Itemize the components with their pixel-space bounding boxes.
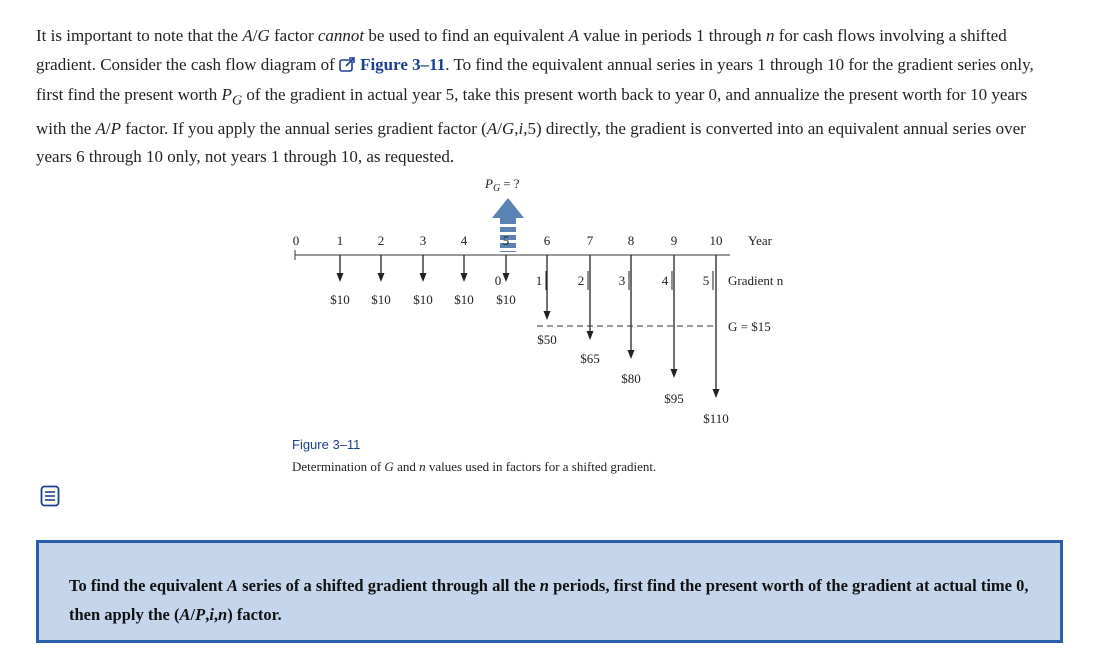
caption-segment: G: [384, 459, 394, 474]
text-segment: of the gradient in actual year 5, take this present worth back to year 0, and annualize the present worth for 10 years with the: [36, 85, 1028, 138]
external-link-icon[interactable]: [339, 53, 356, 82]
callout-segment: A: [179, 605, 191, 624]
cash-flow-arrow-head: [378, 273, 385, 282]
cash-flow-arrow-head: [461, 273, 468, 282]
text-segment: factor: [269, 26, 318, 45]
text-segment: value in periods 1 through: [578, 26, 766, 45]
text-segment: /: [252, 26, 258, 45]
text-segment: It is important to note that the: [36, 26, 243, 45]
callout-segment: ,: [205, 605, 210, 624]
year-label: 1: [336, 233, 344, 248]
year-label: 0: [292, 233, 300, 248]
text-segment: A: [242, 26, 253, 45]
cash-flow-amount: $10: [413, 292, 433, 307]
cash-flow-amount: $10: [371, 292, 391, 307]
gradient-arrow-head: [587, 331, 594, 340]
text-segment: i: [518, 118, 524, 138]
figure-caption-title: Figure 3–11: [292, 437, 361, 452]
text-segment: n: [765, 26, 775, 45]
text-segment: P: [110, 118, 122, 138]
year-label: 5: [502, 233, 510, 248]
cash-flow-amount: $10: [496, 292, 516, 307]
callout-segment: ) factor.: [227, 605, 282, 624]
cash-flow-arrow-head: [503, 273, 510, 282]
year-label: 2: [377, 233, 385, 248]
cash-flow-amount: $10: [330, 292, 350, 307]
gradient-amount: $110: [703, 411, 729, 426]
key-point-callout: [36, 540, 1063, 643]
text-segment: be used to find an equivalent: [364, 26, 569, 45]
text-segment: G: [501, 118, 515, 138]
text-segment: for cash flows involving a shifted gradient. Consider the cash flow diagram of: [36, 26, 1007, 74]
caption-segment: Determination of: [292, 459, 385, 474]
text-segment: /: [497, 118, 502, 138]
callout-segment: A: [227, 576, 239, 595]
text-segment: A: [95, 118, 106, 138]
text-segment: cannot: [317, 26, 365, 45]
gradient-amount: $50: [537, 332, 557, 347]
text-segment: /: [105, 118, 111, 138]
year-label: 4: [460, 233, 468, 248]
intro-paragraph: [36, 22, 1056, 172]
pg-label: $P_G$ = ?: [485, 176, 520, 194]
callout-segment: To find the equivalent: [69, 576, 228, 595]
cash-flow-diagram: [280, 168, 820, 433]
gradient-n-value: 0: [494, 273, 502, 288]
callout-segment: n: [539, 576, 549, 595]
gradient-arrow-head: [671, 369, 678, 378]
year-label: 10: [709, 233, 723, 248]
gradient-cash-flows: [537, 255, 729, 426]
gradient-arrow-head: [628, 350, 635, 359]
text-segment: P: [221, 85, 232, 104]
gradient-n-value: 3: [618, 273, 626, 288]
callout-segment: n: [218, 605, 228, 624]
small-cash-flows: [330, 255, 516, 307]
caption-segment: values used in factors for a shifted gradient.: [425, 459, 657, 474]
gradient-g-label: G = $15: [728, 319, 771, 334]
callout-segment: i: [209, 605, 214, 624]
text-segment: A: [486, 118, 498, 138]
gradient-n-label: Gradient n: [728, 273, 784, 288]
callout-segment: series of a shifted gradient through all the: [238, 576, 540, 595]
gradient-n-labels: [495, 271, 784, 290]
text-segment: factor. If you apply the annual series gradient factor (: [121, 118, 487, 138]
year-label: 8: [627, 233, 635, 248]
callout-segment: ,: [213, 605, 219, 624]
text-segment: . To find the equivalent annual series in years 1 through 10 for the gradient series only, first find the present worth: [36, 54, 1034, 104]
gradient-arrow-head: [544, 311, 551, 320]
text-segment: ,: [514, 118, 519, 138]
text-segment: ,5) directly, the gradient is converted into an equivalent annual series over years 6 through 10 only, not years 1 through 10, as requested.: [36, 118, 1026, 167]
figure-caption-text: [292, 459, 656, 475]
year-labels: [293, 233, 773, 248]
year-label: 7: [586, 233, 594, 248]
caption-segment: and: [393, 459, 420, 474]
year-axis-label: Year: [748, 233, 772, 248]
gradient-arrow-head: [713, 389, 720, 398]
gradient-n-value: 4: [661, 273, 669, 288]
document-icon[interactable]: [40, 485, 60, 512]
gradient-amount: $80: [621, 371, 641, 386]
caption-segment: n: [419, 459, 426, 474]
text-segment: G: [257, 26, 270, 45]
cash-flow-amount: $10: [454, 292, 474, 307]
gradient-amount: $95: [664, 391, 684, 406]
text-segment: A: [568, 26, 579, 45]
year-label: 6: [543, 233, 551, 248]
cash-flow-arrow-head: [337, 273, 344, 282]
year-label: 9: [670, 233, 678, 248]
gradient-n-value: 5: [702, 273, 710, 288]
callout-segment: periods, first find the present worth of the gradient at actual time 0, then apply the (: [69, 576, 1029, 624]
text-segment: G: [231, 92, 243, 109]
gradient-amount: $65: [580, 351, 600, 366]
gradient-n-value: 2: [577, 273, 585, 288]
figure-link[interactable]: Figure 3–11: [360, 54, 446, 74]
callout-segment: /: [190, 605, 196, 624]
callout-segment: P: [195, 605, 206, 624]
gradient-n-value: 1: [535, 273, 543, 288]
year-label: 3: [419, 233, 427, 248]
cash-flow-arrow-head: [420, 273, 427, 282]
